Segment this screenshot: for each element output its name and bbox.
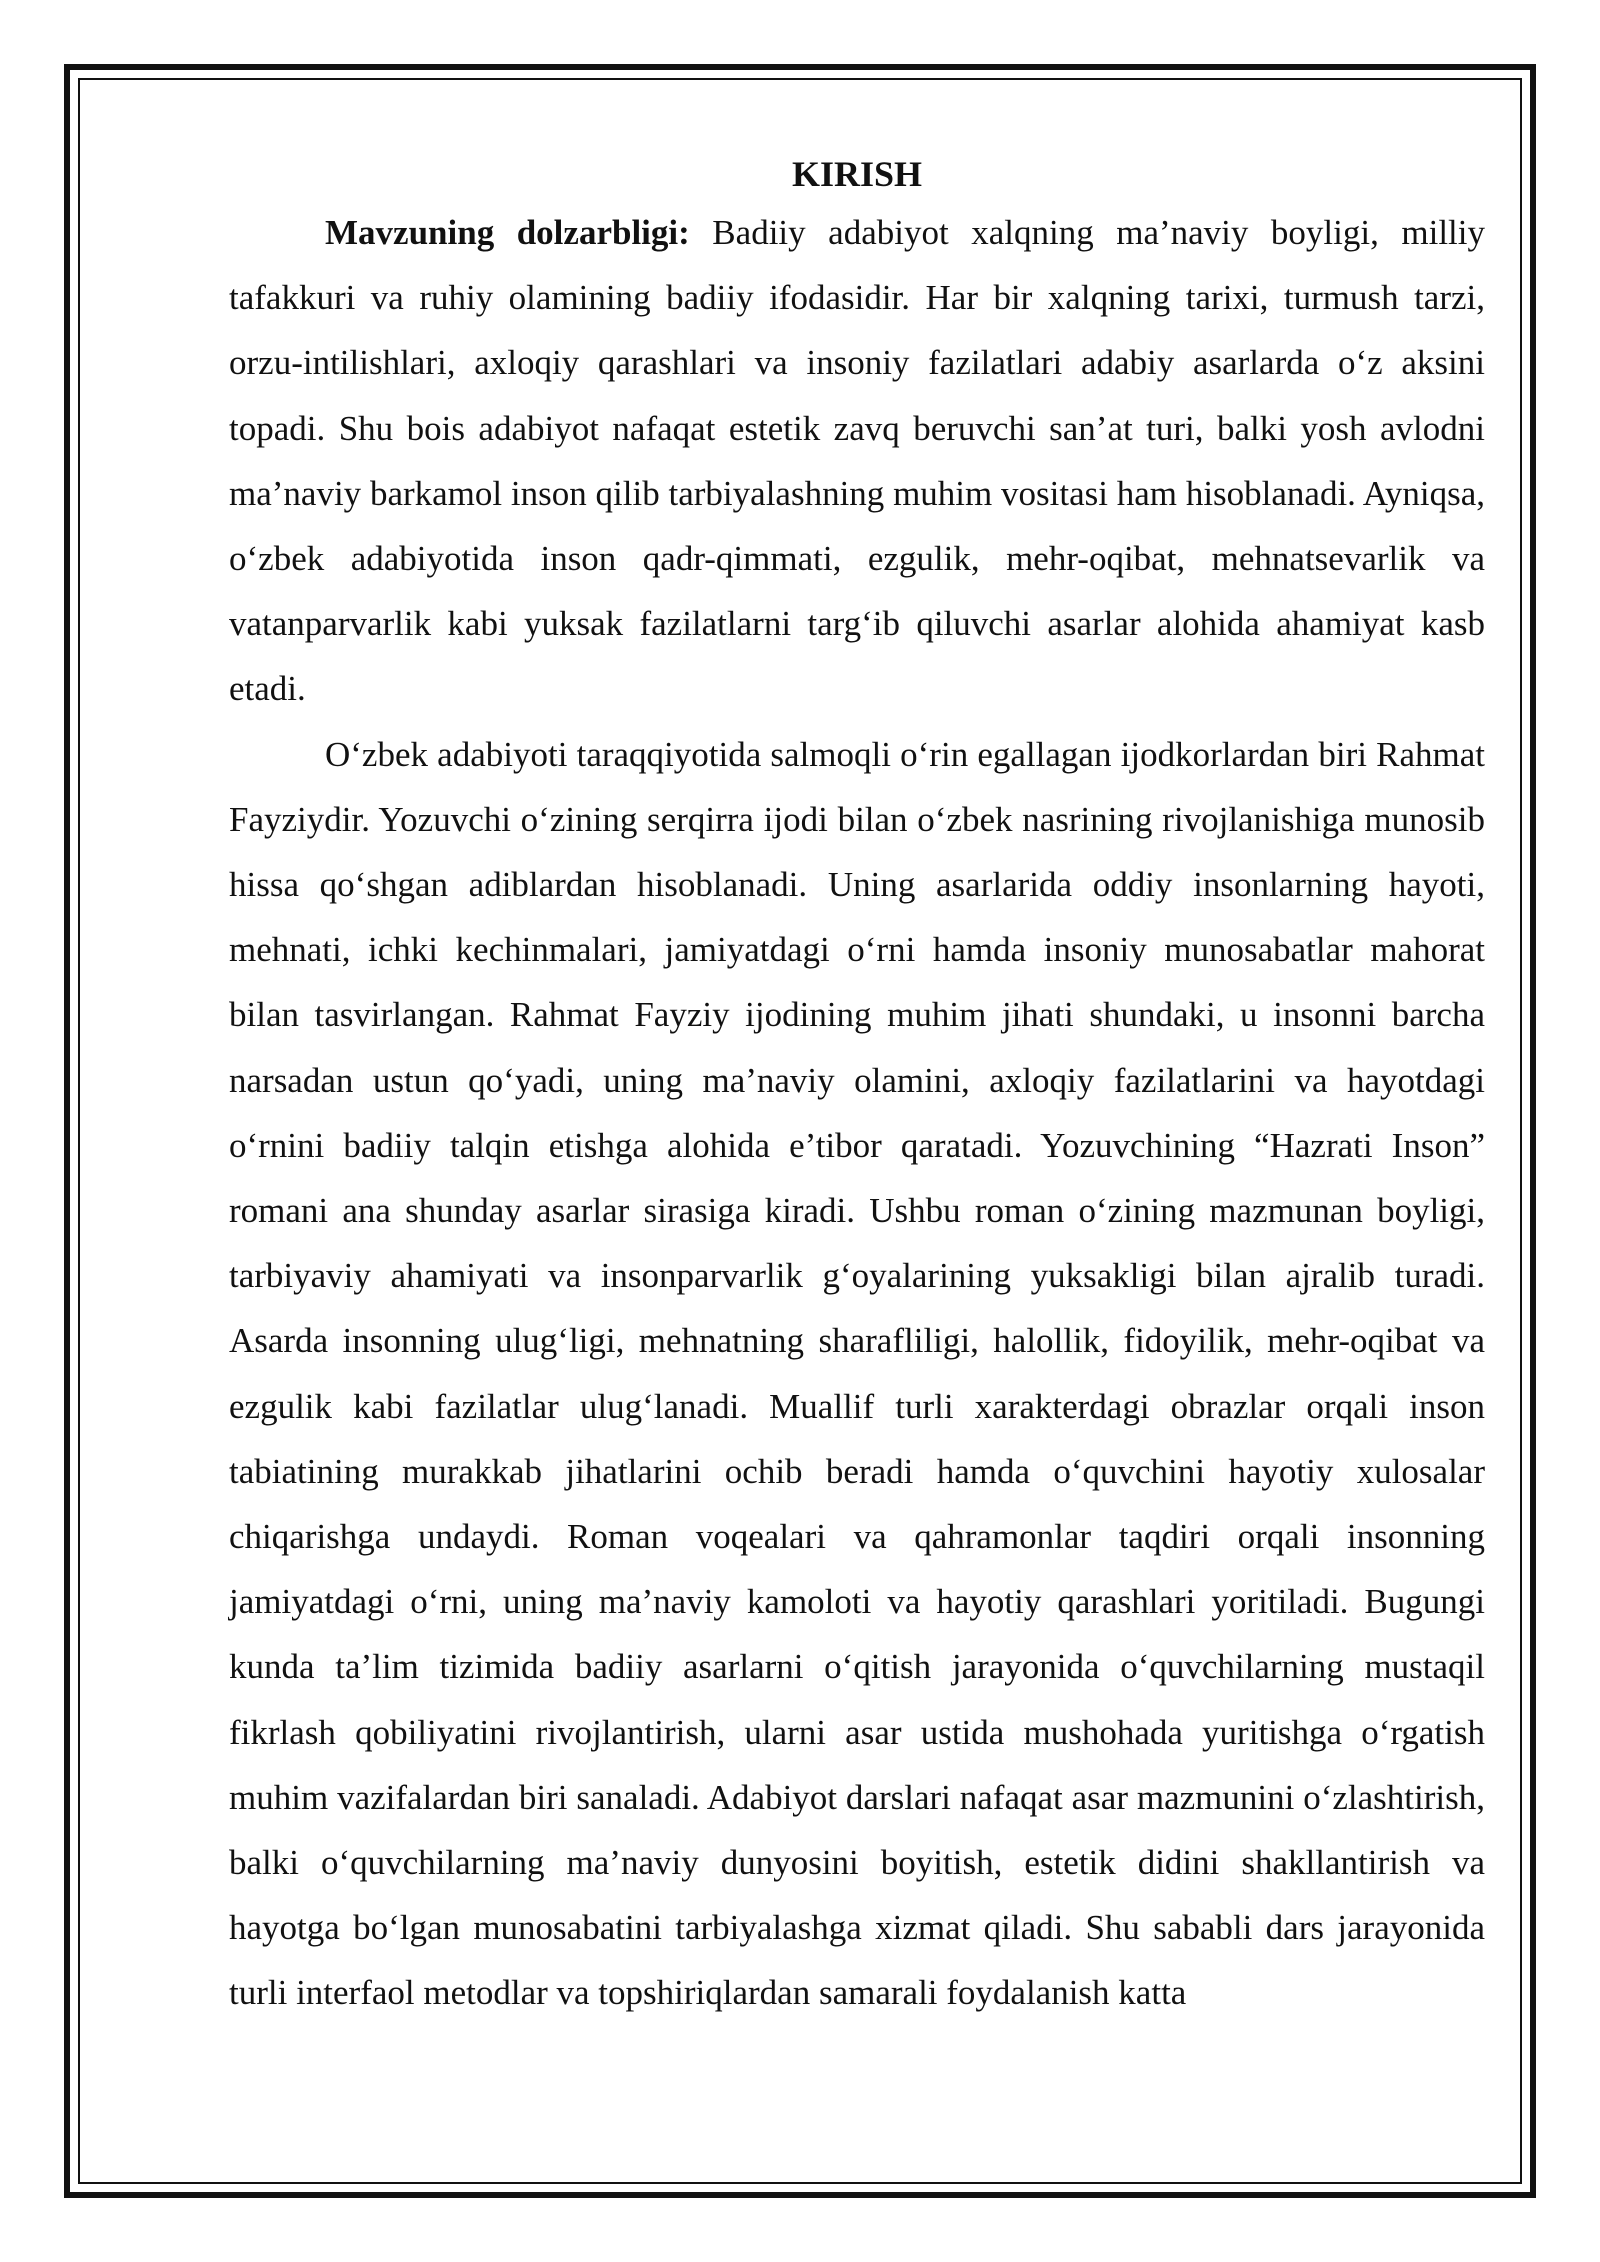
intro-lead: Mavzuning dolzarbligi: [325, 213, 690, 252]
document-body [229, 148, 1485, 2026]
paragraph-2: Oʻzbek adabiyoti taraqqiyotida salmoqli oʻrin egallagan ijodkorlardan biri Rahmat Fayziydir. Yozuvchi oʻzining serqirra ijodi bilan oʻzbek nasrining rivojlanishiga munosib hissa qoʻshgan adiblardan hisoblanadi. Uning asarlarida oddiy insonlarning hayoti, mehnati, ichki kechinmalari, jamiyatdagi oʻrni hamda insoniy munosabatlar mahorat bilan tasvirlangan. Rahmat Fayziy ijodining muhim jihati shundaki, u insonni barcha narsadan ustun qoʻyadi, uning ma’naviy olamini, axloqiy fazilatlarini va hayotdagi oʻrnini badiiy talqin etishga alohida e’tibor qaratadi. Yozuvchining “Hazrati Inson” romani ana shunday asarlar sirasiga kiradi. Ushbu roman oʻzining mazmunan boyligi, tarbiyaviy ahamiyati va insonparvarlik gʻoyalarining yuksakligi bilan ajralib turadi. Asarda insonning ulugʻligi, mehnatning sharafliligi, halollik, fidoyilik, mehr-oqibat va ezgulik kabi fazilatlar ulugʻlanadi. Muallif turli xarakterdagi obrazlar orqali inson tabiatining murakkab jihatlarini ochib beradi hamda oʻquvchini hayotiy xulosalar chiqarishga undaydi. Roman voqealari va qahramonlar taqdiri orqali insonning jamiyatdagi oʻrni, uning ma’naviy kamoloti va hayotiy qarashlari yoritiladi. Bugungi kunda ta’lim tizimida badiiy asarlarni oʻqitish jarayonida oʻquvchilarning mustaqil fikrlash qobiliyatini rivojlantirish, ularni asar ustida mushohada yuritishga oʻrgatish muhim vazifalardan biri sanaladi. Adabiyot darslari nafaqat asar mazmunini oʻzlashtirish, balki oʻquvchilarning ma’naviy dunyosini boyitish, estetik didini shakllantirish va hayotga boʻlgan munosabatini tarbiyalashga xizmat qiladi. Shu sababli dars jarayonida turli interfaol metodlar va topshiriqlardan samarali foydalanish katta [229, 734, 1485, 2013]
document-heading: KIRISH [791, 154, 923, 194]
paragraph-1 [229, 200, 1485, 722]
paragraph-1-text: Badiiy adabiyot xalqning ma’naviy boyligi, milliy tafakkuri va ruhiy olamining badiiy ifodasidir. Har bir xalqning tarixi, turmush tarzi, orzu-intilishlari, axloqiy qarashlari va insoniy fazilatlari adabiy asarlarda oʻz aksini topadi. Shu bois adabiyot nafaqat estetik zavq beruvchi san’at turi, balki yosh avlodni ma’naviy barkamol inson qilib tarbiyalashning muhim vositasi ham hisoblanadi. Ayniqsa, oʻzbek adabiyotida inson qadr-qimmati, ezgulik, mehr-oqibat, mehnatsevarlik va vatanparvarlik kabi yuksak fazilatlarni targʻib qiluvchi asarlar alohida ahamiyat kasb etadi. [229, 213, 1485, 709]
